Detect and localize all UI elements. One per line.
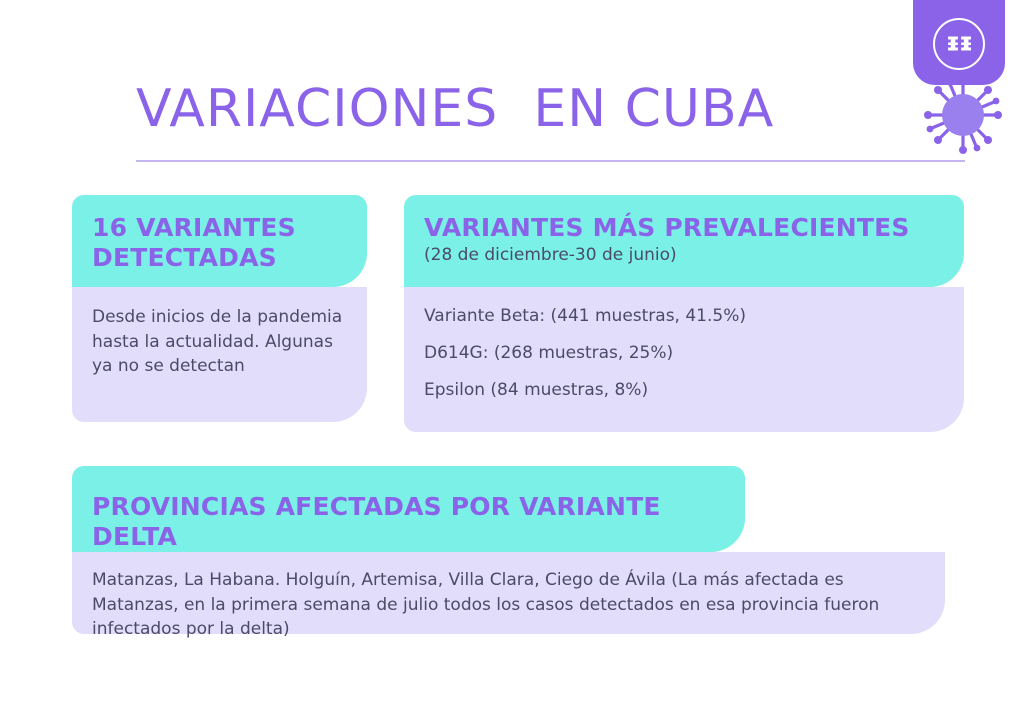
card-subtitle: (28 de diciembre-30 de junio)	[424, 244, 677, 265]
people-monument-icon: ᵻᵻ	[945, 26, 973, 57]
card-body	[72, 287, 367, 422]
card-header	[72, 466, 745, 552]
card-text: Matanzas, La Habana. Holguín, Artemisa, Villa Clara, Ciego de Ávila (La más afectada es Matanzas, en la primera semana de julio todos los casos detectados en esa provincia fueron infectados por la delta)	[92, 570, 880, 640]
card-body	[72, 552, 945, 640]
card-title: VARIANTES MÁS PREVALECIENTES	[424, 213, 910, 242]
card-title: PROVINCIAS AFECTADAS POR VARIANTE DELTA	[92, 492, 661, 551]
page-title-area	[136, 79, 966, 139]
card-variantes-detectadas	[72, 195, 367, 422]
card-title: 16 VARIANTES DETECTADAS	[92, 213, 296, 272]
variant-line: Epsilon (84 muestras, 8%)	[424, 380, 649, 401]
page-title: VARIACIONES EN CUBA	[136, 79, 775, 139]
coronavirus-icon	[920, 72, 1006, 158]
variant-line: Variante Beta: (441 muestras, 41.5%)	[424, 306, 747, 326]
card-body	[404, 287, 964, 432]
card-header	[404, 195, 964, 287]
card-header	[72, 195, 367, 287]
card-text: Desde inicios de la pandemia hasta la actualidad. Algunas ya no se detectan	[92, 307, 343, 377]
variant-line: D614G: (268 muestras, 25%)	[424, 343, 674, 364]
title-divider	[136, 160, 965, 162]
card-variantes-mas-prevalecientes	[404, 195, 964, 432]
card-provincias-afectadas-delta	[72, 466, 945, 640]
